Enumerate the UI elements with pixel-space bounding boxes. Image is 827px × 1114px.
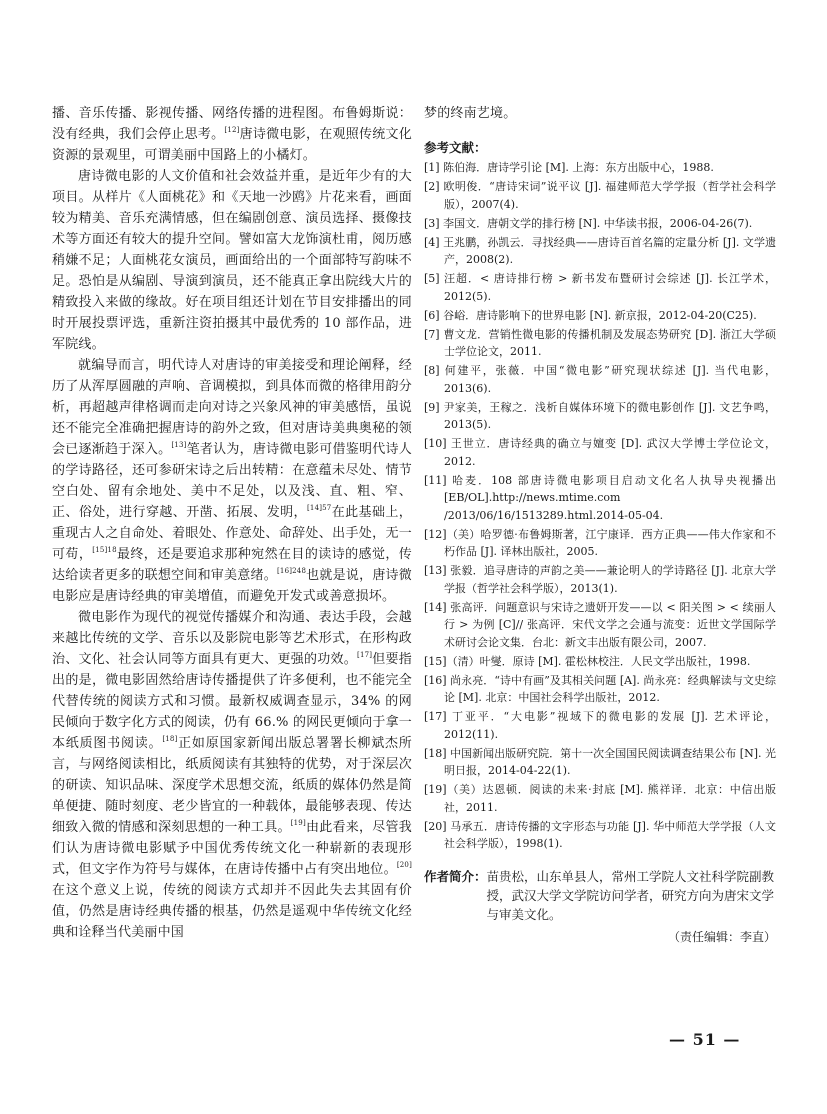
reference-item: [1] 陈伯海．唐诗学引论 [M]. 上海：东方出版中心，1988. xyxy=(424,161,714,174)
reference-item: [20] 马承五．唐诗传播的文字形态与功能 [J]. 华中师范大学学报（人文社会科学版），1998(1). xyxy=(424,819,776,850)
body-paragraph-1: 播、音乐传播、影视传播、网络传播的进程图。布鲁姆斯说：没有经典，我们会停止思考。[12]唐诗微电影，在观照传统文化资源的景观里，可谓美丽中国路上的小橘灯。 xyxy=(52,106,412,163)
reference-item: [18] 中国新闻出版研究院．第十一次全国国民阅读调查结果公布 [N]. 光明日报，2014-04-22(1). xyxy=(424,746,776,777)
reference-item: [14] 张高评．问题意识与宋诗之遗妍开发——以 < 阳关图 > < 续丽人行 > 为例 [C]// 张高评．宋代文学之会通与流变：近世文学国际学术研讨会论文集．台北：新文丰出版有限公司，2007. xyxy=(424,600,776,649)
reference-item: [16] 尚永亮．“诗中有画”及其相关问题 [A]. 尚永亮：经典解读与文史综论 [M]. 北京：中国社会科学出版社，2012. xyxy=(424,673,776,704)
reference-item: [19]（美）达恩顿．阅读的未来·封底 [M]. 熊祥译．北京：中信出版社，2011. xyxy=(424,783,776,814)
reference-item: [6] 谷峪．唐诗影响下的世界电影 [N]. 新京报，2012-04-20(C25). xyxy=(424,308,757,322)
author-bio-text: 苗贵松，山东单县人，常州工学院人文社科学院副教授，武汉大学文学院访问学者，研究方向为唐宋文学与审美文化。 xyxy=(486,868,775,922)
reference-item: [11] 哈麦．108 部唐诗微电影项目启动文化名人执导央视播出 [EB/OL].http://news.mtime.com /2013/06/16/1513289.html.2014-05-04. xyxy=(424,473,776,522)
reference-item: [5] 汪超．< 唐诗排行榜 > 新书发布暨研讨会综述 [J]. 长江学术，2012(5). xyxy=(424,272,776,303)
responsible-editor: （责任编辑：李直） xyxy=(667,929,776,944)
reference-item: [12]（美）哈罗德·布鲁姆斯著，江宁康译．西方正典——伟大作家和不朽作品 [J]. 译林出版社，2005. xyxy=(424,527,776,558)
body-paragraph-3: 就编导而言，明代诗人对唐诗的审美接受和理论阐释，经历了从浑厚圆融的声响、音调模拟，到具体而微的格律用韵分析，再超越声律格调而走向对诗之兴象风神的审美感悟，虽说还不能完全准确把握唐诗的韵外之致，但对唐诗美典奥秘的领会已逐渐趋于深入。[13]笔者认为，唐诗微电影可借鉴明代诗人的学诗路径，还可参研宋诗之后出转精：在意蕴未尽处、情节空白处、留有余地处、美中不足处，以及浅、直、粗、窄、正、俗处，进行穿越、开凿、拓展、发明，$^{[14]57}$在此基础上，重现古人之自命处、着眼处、作意处、命辞处、出手处，无一可苟，$^{[15]18}$最终，还是要追求那种宛然在目的读诗的感觉，传达给读者更多的联想空间和审美意绪。$^{[16]248}$也就是说，唐诗微电影应是唐诗经典的审美增值，而避免开发式或善意损坏。 xyxy=(52,358,412,604)
references-title: 参考文献： xyxy=(424,140,487,155)
right-column xyxy=(424,103,776,945)
reference-item: [15]（清）叶燮．原诗 [M]. 霍松林校注．人民文学出版社，1998. xyxy=(424,654,751,668)
reference-item: [13] 张毅．追寻唐诗的声韵之美——兼论明人的学诗路径 [J]. 北京大学学报（哲学社会科学版），2013(1). xyxy=(424,564,776,595)
reference-item: [9] 尹家美，王稼之．浅析自媒体环境下的微电影创作 [J]. 文艺争鸣，2013(5). xyxy=(424,400,776,431)
reference-item: [8] 何建平，张薇．中国“微电影”研究现状综述 [J]. 当代电影，2013(6). xyxy=(424,364,776,395)
body-paragraph-4: 微电影作为现代的视觉传播媒介和沟通、表达手段，会越来越比传统的文学、音乐以及影院电影等艺术形式，在形构政治、文化、社会认同等方面具有更大、更强的功效。[17]但要指出的是，微电影固然给唐诗传播提供了许多便利，也不能完全代替传统的阅读方式和习惯。最新权威调查显示，34% 的网民倾向于数字化方式的阅读，仍有 66.% 的网民更倾向于拿一本纸质图书阅读。[18]正如原国家新闻出版总署署长柳斌杰所言，与网络阅读相比，纸质阅读有其独特的优势，对于深层次的研读、知识品味、深度学术思想交流，纸质的媒体仍然是简单便捷、随时刻度、老少皆宜的一种载体，最能够表现、传达细致入微的情感和深刻思想的一种工具。[19]由此看来，尽管我们认为唐诗微电影赋予中国优秀传统文化一种崭新的表现形式，但文字作为符号与媒体，在唐诗传播中占有突出地位。[20]在这个意义上说，传统的阅读方式却并不因此失去其固有价值，仍然是唐诗经典传播的根基，仍然是遥观中华传统文化经典和诠释当代美丽中国 xyxy=(52,610,412,940)
reference-item: [7] 曹文龙．营销性微电影的传播机制及发展态势研究 [D]. 浙江大学硕士学位论文，2011. xyxy=(424,327,776,358)
author-bio-label: 作者简介： xyxy=(424,868,487,884)
left-column xyxy=(52,103,412,943)
body-paragraph-2: 唐诗微电影的人文价值和社会效益并重，是近年少有的大项目。从样片《人面桃花》和《天地一沙鸥》片花来看，画面较为精美、音乐充满情感，但在编剧创意、演员选择、摄像技术等方面还有较大的提升空间。譬如富大龙饰演杜甫，阅历感稍嫌不足；人面桃花女演员，画面给出的一个面部特写韵味不足。恐怕是从编剧、导演到演员，还不能真正拿出院线大片的精致投入来做的缘故。好在项目组还计划在节目安排播出的同时开展投票评选，重新注资拍摄其中最优秀的 10 部作品，进军院线。 xyxy=(52,169,412,352)
page-number: — 51 — xyxy=(669,1030,741,1049)
reference-item: [2] 欧明俊．“唐诗宋词”说平议 [J]. 福建师范大学学报（哲学社会科学版），2007(4). xyxy=(424,180,776,211)
continuation-text: 梦的终南艺境。 xyxy=(424,106,517,121)
author-bio xyxy=(424,867,776,924)
reference-item: [3] 李国文．唐朝文学的排行榜 [N]. 中华读书报，2006-04-26(7). xyxy=(424,216,753,230)
reference-item: [17] 丁亚平．“大电影”视域下的微电影的发展 [J]. 艺术评论，2012(11). xyxy=(424,710,776,741)
references-list xyxy=(424,159,776,853)
reference-item: [10] 王世立．唐诗经典的确立与嬗变 [D]. 武汉大学博士学位论文，2012. xyxy=(424,437,776,468)
reference-item: [4] 王兆鹏，孙凯云．寻找经典——唐诗百首名篇的定量分析 [J]. 文学遗产，2008(2). xyxy=(424,235,776,266)
